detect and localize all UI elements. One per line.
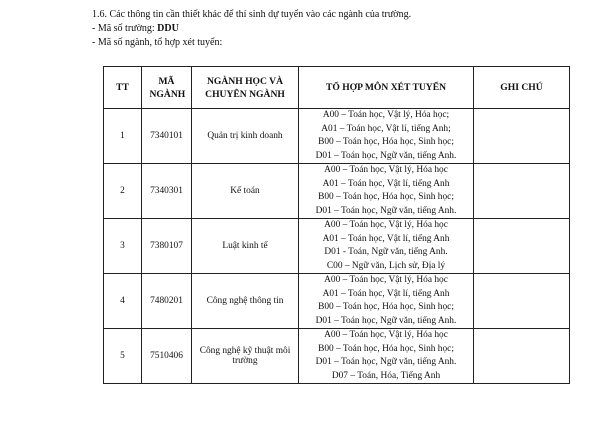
combo-item: D01 – Toán học, Ngữ văn, tiếng Anh.	[315, 357, 457, 367]
combo-item: A00 – Toán học, Vật lý, Hóa học	[324, 275, 448, 285]
header-combos: TỔ HỢP MÔN XÉT TUYỂN	[299, 67, 474, 109]
combo-line: - Mã số ngành, tổ hợp xét tuyển:	[92, 37, 223, 48]
table-row	[104, 274, 570, 329]
admission-table	[103, 66, 570, 384]
combo-item: D07 – Toán, Hóa, Tiếng Anh	[331, 370, 441, 381]
combo-item: B00 – Toán học, Hóa học, Sinh học;	[318, 343, 454, 354]
combo-item: C00 – Ngữ văn, Lịch sử, Địa lý	[326, 260, 446, 271]
row-major: Công nghệ kỹ thuật môi trường	[192, 329, 299, 384]
row-tt: 1	[104, 109, 142, 164]
row-tt: 2	[104, 164, 142, 219]
combo-item: D01 – Toán học, Ngữ văn, tiếng Anh.	[315, 205, 457, 216]
row-note	[474, 164, 570, 219]
row-combos	[299, 109, 474, 164]
row-major: Kế toán	[192, 164, 299, 219]
combo-item: D01 - Toán, Ngữ văn, tiếng Anh.	[324, 247, 448, 257]
table-header-row	[104, 67, 570, 109]
table-row	[104, 109, 570, 164]
header-code: MÃ NGÀNH	[142, 67, 192, 109]
combo-item: B00 – Toán học, Hóa học, Sinh học;	[318, 137, 454, 147]
school-code-line	[92, 22, 411, 36]
row-major: Luật kinh tế	[192, 219, 299, 274]
row-note	[474, 329, 570, 384]
row-combos	[299, 219, 474, 274]
combo-item: A00 – Toán học, Vật lý, Hóa học	[324, 220, 448, 230]
header-note: GHI CHÚ	[474, 67, 570, 109]
row-note	[474, 219, 570, 274]
row-code: 7340301	[142, 164, 192, 219]
row-code: 7480201	[142, 274, 192, 329]
combo-item: A01 – Toán học, Vật lí, tiếng Anh;	[321, 123, 451, 134]
row-major: Công nghệ thông tin	[192, 274, 299, 329]
section-heading: 1.6. Các thông tin cần thiết khác để thí sinh dự tuyển vào các ngành của trường.	[92, 9, 412, 20]
row-combos	[299, 329, 474, 384]
row-code: 7380107	[142, 219, 192, 274]
combo-item: A00 – Toán học, Vật lý, Hóa học;	[322, 110, 450, 120]
combo-item: A01 – Toán học, Vật lí, tiếng Anh	[322, 288, 450, 299]
row-tt: 5	[104, 329, 142, 384]
row-note	[474, 274, 570, 329]
combo-item: A00 – Toán học, Vật lý, Hóa học	[324, 165, 448, 175]
intro-section	[92, 8, 411, 50]
combo-item: B00 – Toán học, Hóa học, Sinh học;	[318, 302, 454, 312]
row-code: 7340101	[142, 109, 192, 164]
combo-item: D01 – Toán học, Ngữ văn, tiếng Anh.	[315, 315, 457, 326]
header-tt: TT	[104, 67, 142, 109]
table-row	[104, 164, 570, 219]
combo-item: A00 – Toán học, Vật lý, Hóa học	[324, 330, 448, 340]
row-tt: 3	[104, 219, 142, 274]
row-tt: 4	[104, 274, 142, 329]
row-code: 7510406	[142, 329, 192, 384]
table-row	[104, 329, 570, 384]
combo-item: A01 – Toán học, Vật lí, tiếng Anh	[322, 178, 450, 189]
row-combos	[299, 164, 474, 219]
row-combos	[299, 274, 474, 329]
combo-item: A01 – Toán học, Vật lí, tiếng Anh	[322, 233, 450, 244]
row-major: Quản trị kinh doanh	[192, 109, 299, 164]
row-note	[474, 109, 570, 164]
school-code-label: - Mã số trường:	[92, 23, 158, 34]
combo-item: B00 – Toán học, Hóa học, Sinh học;	[318, 192, 454, 202]
header-major: NGÀNH HỌC VÀ CHUYÊN NGÀNH	[192, 67, 299, 109]
combo-item: D01 – Toán học, Ngữ văn, tiếng Anh.	[315, 150, 457, 161]
table-row	[104, 219, 570, 274]
school-code-value: DDU	[157, 23, 179, 34]
